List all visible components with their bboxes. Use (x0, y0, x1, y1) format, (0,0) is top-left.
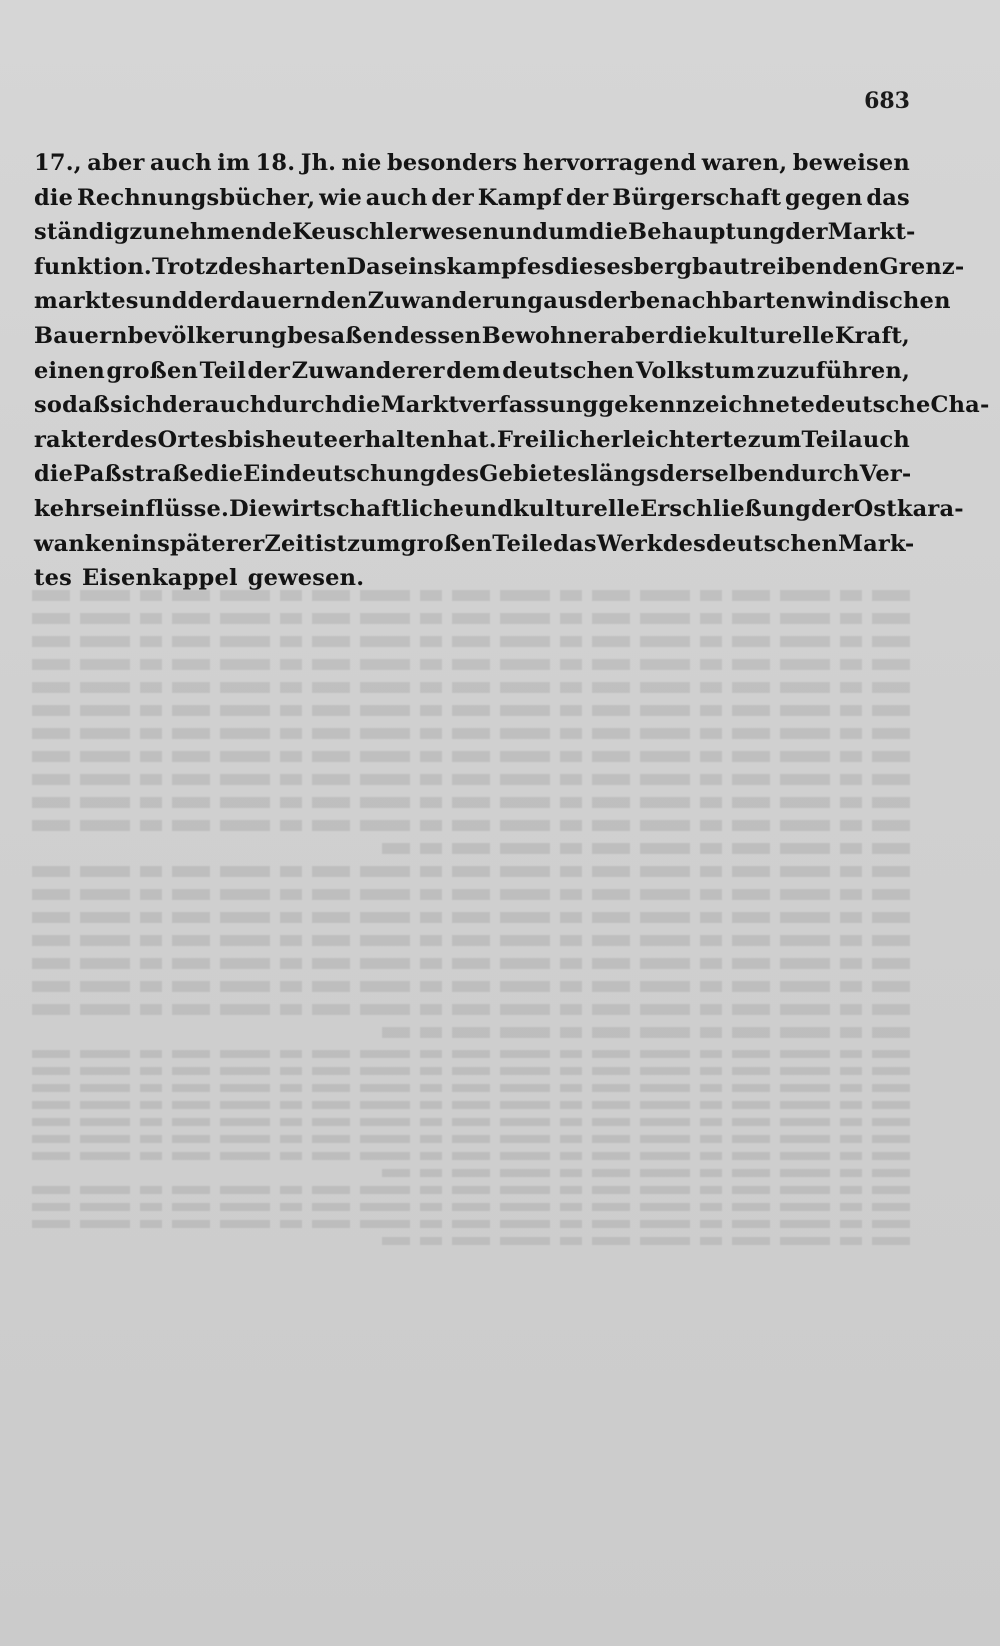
word: Rechnungsbücher, (77, 184, 316, 211)
word: gegen (785, 184, 863, 211)
word: Werk (596, 530, 663, 557)
word: durch (266, 392, 342, 419)
word: hervorragend (522, 150, 697, 176)
word: des (662, 530, 707, 557)
text-line (34, 185, 910, 220)
word: die (203, 461, 244, 488)
word: auch (848, 426, 910, 453)
text-line (34, 358, 910, 393)
word: Eindeutschung (243, 461, 436, 488)
word: Paßstraße (73, 461, 204, 488)
word: des (435, 461, 480, 488)
word: auch (204, 392, 267, 419)
word: wirtschaftliche (272, 495, 465, 522)
word: kehrseinflüsse. (34, 495, 230, 522)
word: so (34, 392, 63, 419)
word: die (588, 219, 628, 246)
word: Erschließung (639, 495, 812, 522)
text-line (34, 565, 910, 600)
reverse-side-bleed-through (30, 580, 910, 1254)
word: Volkstum (635, 357, 756, 384)
text-line (34, 323, 910, 358)
text-line (34, 530, 915, 566)
text-line (34, 392, 990, 427)
word: 18. (255, 150, 296, 176)
word: ist (314, 530, 348, 557)
word: Daseinskampfes (346, 253, 555, 280)
word: Gebietes (479, 461, 591, 488)
word: dieses (554, 253, 634, 280)
word: die (34, 461, 74, 488)
word: und (138, 288, 188, 315)
word: ständig (34, 219, 130, 246)
word: erhalten (338, 426, 447, 453)
word: funktion. (34, 253, 152, 280)
word: in (131, 530, 158, 557)
text-line (34, 219, 916, 254)
word: gekennzeichnete (598, 392, 816, 419)
word: die (341, 392, 381, 419)
text-line (34, 495, 964, 531)
word: Bauernbevölkerung (34, 322, 287, 349)
word: Die (229, 495, 273, 522)
word: das (866, 184, 910, 211)
word: Jh. (300, 150, 337, 176)
word: Teile (492, 530, 554, 557)
word: Zeit (264, 530, 315, 557)
word: Zuwanderung (367, 288, 544, 315)
word: Kraft, (834, 322, 910, 349)
page-number: 683 (864, 88, 910, 114)
word: großen (400, 530, 493, 557)
text-line (34, 288, 951, 323)
word: Zuwanderer (291, 357, 445, 384)
word: der (565, 184, 609, 211)
word: des (218, 253, 262, 280)
word: großen (106, 357, 199, 384)
word: Bürgerschaft (612, 184, 782, 211)
word: aber (610, 322, 668, 349)
word: windischen (806, 288, 951, 315)
word: besaßen (287, 322, 394, 349)
word: späterer (157, 530, 265, 557)
word: gewesen. (247, 565, 365, 592)
word: längs (590, 461, 660, 488)
word: Bewohner (481, 322, 610, 349)
word: das (553, 530, 597, 557)
word: dauernden (230, 288, 368, 315)
word: benachbarten (629, 288, 807, 315)
word: Freilich (497, 426, 597, 453)
word: zum (747, 426, 802, 453)
word: auch (365, 184, 428, 211)
word: deutschen (706, 530, 839, 557)
word: die (34, 184, 74, 211)
word: des (114, 426, 158, 453)
word: der (431, 184, 474, 211)
text-line (34, 253, 965, 289)
word: der (187, 288, 231, 315)
word: durch (784, 461, 860, 488)
word: Marktverfassung (380, 392, 599, 419)
word: der (587, 288, 630, 315)
word: Eisenkappel (81, 565, 238, 592)
word: kulturelle (707, 322, 835, 349)
word: im (217, 150, 251, 176)
word: bergbautreibenden (633, 253, 880, 280)
word: daß (62, 392, 111, 419)
word: deutschen (502, 357, 635, 384)
word: Cha- (930, 392, 990, 419)
body-text (34, 150, 990, 600)
word: Trotz (151, 253, 219, 280)
word: wanken (34, 530, 132, 557)
word: einen (34, 357, 105, 384)
word: der (247, 357, 291, 384)
word: besonders (386, 150, 518, 176)
word: der (162, 392, 205, 419)
word: auch (150, 150, 212, 176)
word: Behauptung (627, 219, 786, 246)
word: bis (227, 426, 266, 453)
text-line (34, 461, 910, 496)
word: aus (543, 288, 588, 315)
word: hat. (446, 426, 497, 453)
word: erleichterte (596, 426, 748, 453)
word: 17., (34, 150, 82, 176)
word: Teil (801, 426, 848, 453)
word: und (464, 495, 514, 522)
word: aber (87, 150, 145, 176)
word: tes (34, 565, 72, 592)
word: dessen (394, 322, 482, 349)
word: beweisen (792, 150, 910, 176)
word: marktes (34, 288, 139, 315)
word: dem (446, 357, 501, 384)
word: zunehmende (129, 219, 293, 246)
word: der (811, 495, 854, 522)
word: Grenz- (879, 253, 965, 280)
word: nie (341, 150, 382, 176)
word: Teil (199, 357, 246, 384)
word: Ostkara- (853, 495, 964, 522)
word: waren, (701, 150, 788, 176)
word: heute (265, 426, 339, 453)
word: Kampf (477, 184, 563, 211)
word: zum (347, 530, 401, 557)
word: Ver- (859, 461, 912, 488)
word: und (499, 219, 549, 246)
text-line (34, 427, 910, 462)
word: um (548, 219, 589, 246)
word: kulturelle (513, 495, 640, 522)
word: zuzuführen, (756, 357, 910, 384)
word: harten (261, 253, 347, 280)
word: wie (319, 184, 362, 211)
word: Markt- (827, 219, 916, 246)
word: Mark- (838, 530, 915, 557)
word: sich (110, 392, 163, 419)
word: der (785, 219, 828, 246)
word: derselben (659, 461, 785, 488)
word: Keuschlerwesen (292, 219, 500, 246)
word: deutsche (815, 392, 931, 419)
text-line (34, 150, 910, 185)
word: rakter (34, 426, 114, 453)
word: die (668, 322, 708, 349)
word: Ortes (157, 426, 228, 453)
